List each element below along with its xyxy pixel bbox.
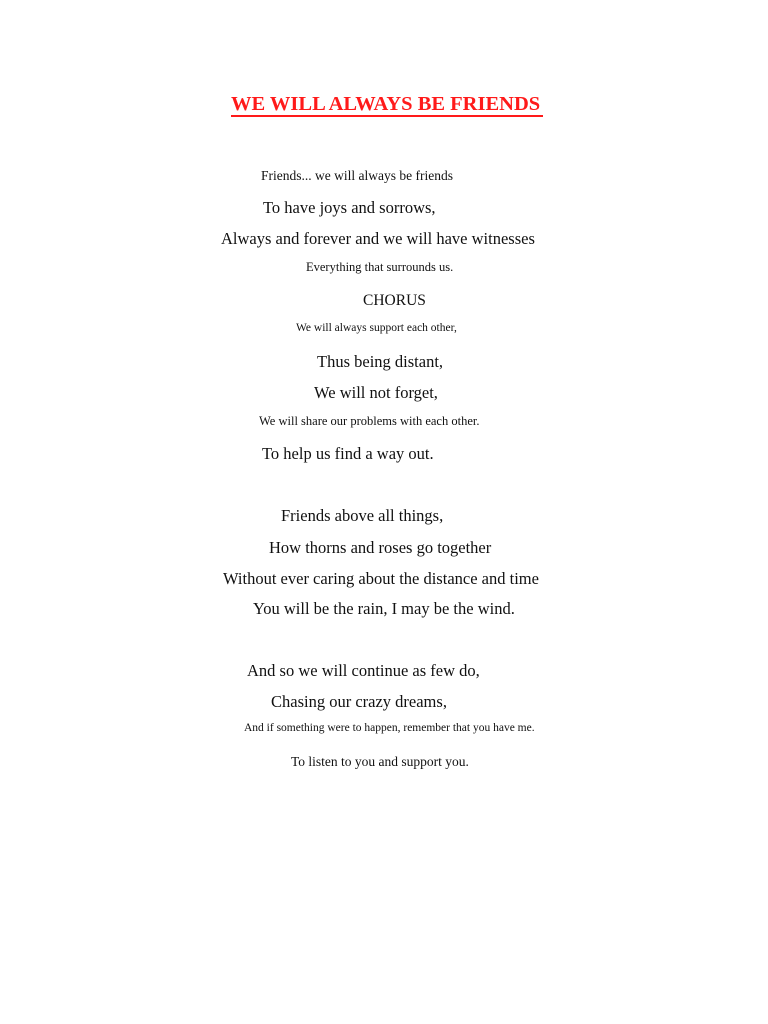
poem-title: WE WILL ALWAYS BE FRIENDS — [231, 93, 541, 115]
poem-line: Without ever caring about the distance and time — [223, 569, 539, 588]
poem-line: Everything that surrounds us. — [306, 260, 454, 274]
poem-line: Chasing our crazy dreams, — [271, 692, 447, 711]
poem-line: We will always support each other, — [296, 322, 457, 334]
poem-line: Friends above all things, — [281, 506, 444, 525]
chorus-label: CHORUS — [363, 292, 426, 309]
poem-line: Thus being distant, — [317, 352, 444, 371]
poem-line: We will not forget, — [314, 383, 438, 402]
poem-line: And if something were to happen, remember that you have me. — [244, 722, 535, 734]
poem-line: To help us find a way out. — [262, 444, 434, 463]
poem-line: We will share our problems with each other. — [259, 414, 480, 428]
poem-line: You will be the rain, I may be the wind. — [253, 599, 515, 618]
title-block — [231, 92, 540, 116]
poem-line: And so we will continue as few do, — [247, 661, 480, 680]
title-underline — [231, 115, 543, 117]
poem-line: Friends... we will always be friends — [261, 168, 453, 183]
poem-line: How thorns and roses go together — [269, 538, 492, 557]
poem-line: To have joys and sorrows, — [263, 198, 436, 217]
poem-line: Always and forever and we will have witnesses — [221, 229, 535, 248]
poem-line: To listen to you and support you. — [291, 754, 469, 769]
